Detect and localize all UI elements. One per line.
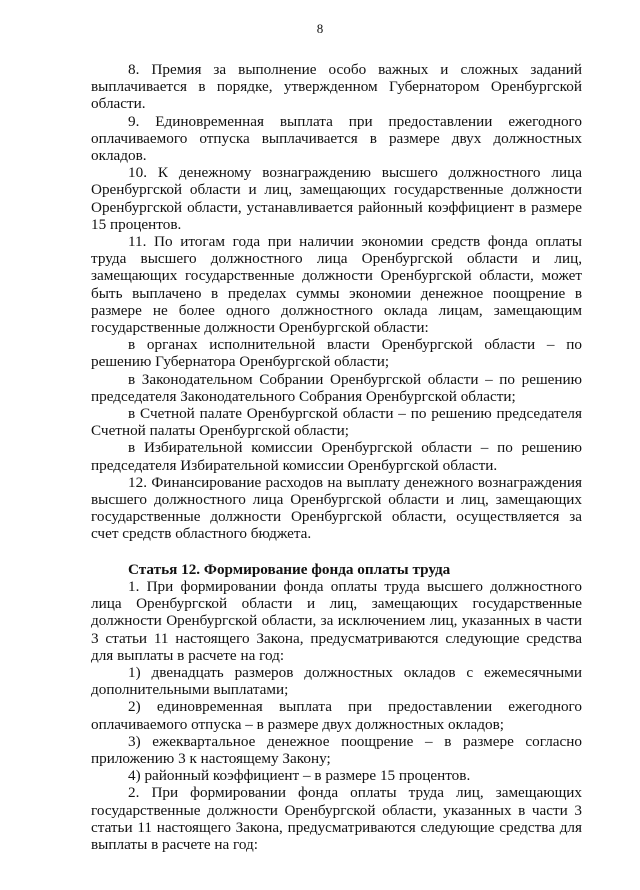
paragraph: 10. К денежному вознаграждению высшего должностного лица Оренбургской области и лиц, замещающих государственные должности Оренбургской области, устанавливается районный коэффициент в размере 15 процентов.: [91, 164, 582, 233]
paragraph: 4) районный коэффициент – в размере 15 процентов.: [128, 767, 471, 785]
paragraph: в органах исполнительной власти Оренбургской области – по решению Губернатора Оренбургской области;: [91, 336, 582, 371]
paragraph: в Избирательной комиссии Оренбургской области – по решению председателя Избирательной комиссии Оренбургской области.: [91, 439, 582, 474]
paragraph: 8. Премия за выполнение особо важных и сложных заданий выплачивается в порядке, утвержденном Губернатором Оренбургской области.: [91, 61, 582, 113]
paragraph: 11. По итогам года при наличии экономии средств фонда оплаты труда высшего должностного лица Оренбургской области и лиц, замещающих государственные должности Оренбургской области, может быть выплачено в пределах суммы экономии денежное поощрение в размере не более одного должностного оклада лицам, замещающим государственные должности Оренбургской области:: [91, 233, 582, 337]
paragraph: в Законодательном Собрании Оренбургской области – по решению председателя Законодательного Собрания Оренбургской области;: [91, 370, 582, 405]
paragraph: 2) единовременная выплата при предоставлении ежегодного оплачиваемого отпуска – в размере двух должностных окладов;: [91, 698, 582, 733]
page-number: 8: [316, 21, 324, 36]
paragraph: 1. При формировании фонда оплаты труда высшего должностного лица Оренбургской области и лиц, замещающих государственные должности Оренбургской области, за исключением лиц, указанных в части 3 статьи 11 настоящего Закона, предусматриваются следующие средства для выплаты в расчете на год:: [91, 577, 582, 664]
paragraph: 1) двенадцать размеров должностных окладов с ежемесячными дополнительными выплатами;: [91, 663, 582, 699]
paragraph: 3) ежеквартальное денежное поощрение – в размере согласно приложению 3 к настоящему Закону;: [91, 732, 582, 767]
paragraph: 12. Финансирование расходов на выплату денежного вознаграждения высшего должностного лица Оренбургской области и лиц, замещающих государственные должности Оренбургской области, осуществляется за счет средств областного бюджета.: [91, 473, 582, 543]
paragraph: в Счетной палате Оренбургской области – по решению председателя Счетной палаты Оренбургской области;: [91, 405, 582, 440]
article-title: Статья 12. Формирование фонда оплаты труда: [128, 560, 451, 578]
section-gap: [91, 543, 582, 561]
paragraph: 9. Единовременная выплата при предоставлении ежегодного оплачиваемого отпуска выплачивается в размере двух должностных окладов.: [91, 112, 582, 165]
document-body: [91, 61, 582, 853]
paragraph: 2. При формировании фонда оплаты труда лиц, замещающих государственные должности Оренбургской области, указанных в части 3 статьи 11 настоящего Закона, предусматриваются следующие средства для выплаты в расчете на год:: [91, 784, 582, 853]
